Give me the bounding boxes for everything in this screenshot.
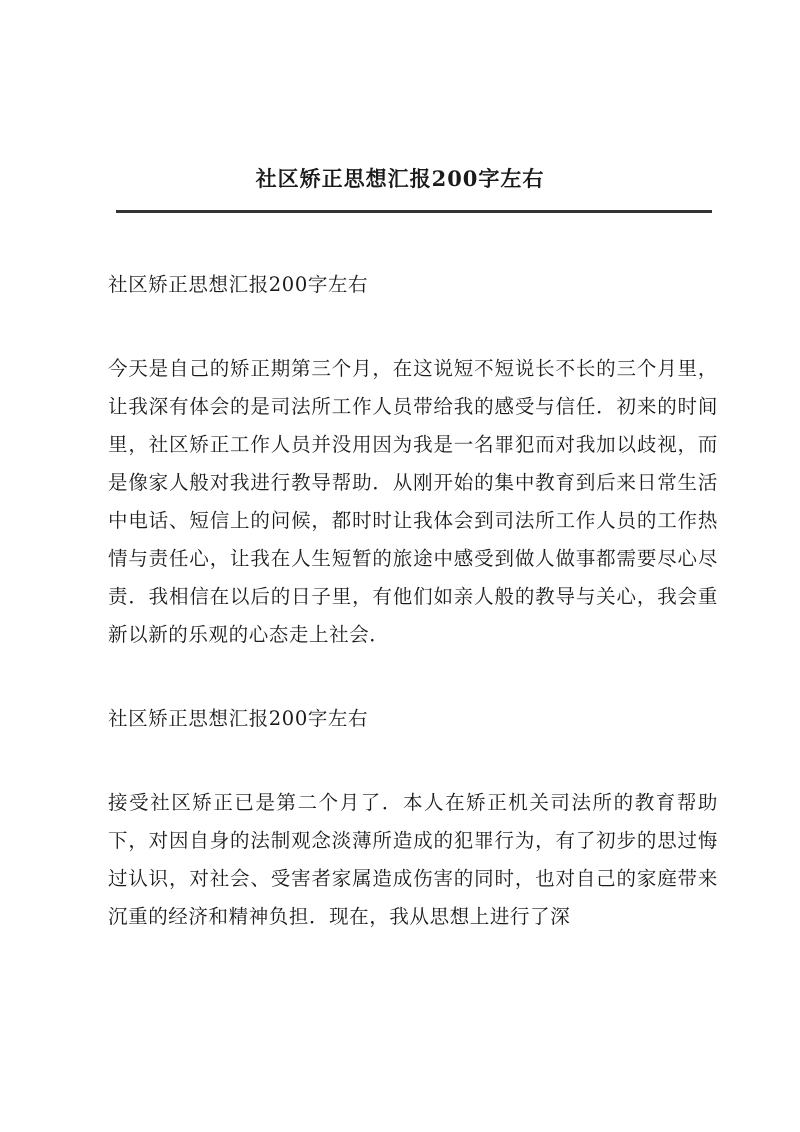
- document-title: 社区矫正思想汇报200字左右: [255, 166, 545, 191]
- spacer: [108, 654, 718, 700]
- body-paragraph: 接受社区矫正已是第二个月了．本人在矫正机关司法所的教育帮助下，对因自身的法制观念淡薄所造成的犯罪行为，有了初步的思过悔过认识，对社会、受害者家属造成伤害的同时，也对自己的家庭带来沉重的经济和精神负担．现在，我从思想上进行了深: [108, 791, 718, 928]
- title-underline-divider: [116, 210, 712, 213]
- section-heading: 社区矫正思想汇报200字左右: [108, 707, 369, 730]
- section-heading: 社区矫正思想汇报200字左右: [108, 273, 369, 296]
- document-body: [108, 266, 718, 936]
- spacer: [108, 304, 718, 350]
- spacer: [108, 738, 718, 784]
- body-paragraph: 今天是自己的矫正期第三个月，在这说短不短说长不长的三个月里，让我深有体会的是司法所工作人员带给我的感受与信任．初来的时间里，社区矫正工作人员并没用因为我是一名罪犯而对我加以歧视，而是像家人般对我进行教导帮助．从刚开始的集中教育到后来日常生活中电话、短信上的问候，都时时让我体会到司法所工作人员的工作热情与责任心，让我在人生短暂的旅途中感受到做人做事都需要尽心尽责．我相信在以后的日子里，有他们如亲人般的教导与关心，我会重新以新的乐观的心态走上社会．: [108, 357, 718, 646]
